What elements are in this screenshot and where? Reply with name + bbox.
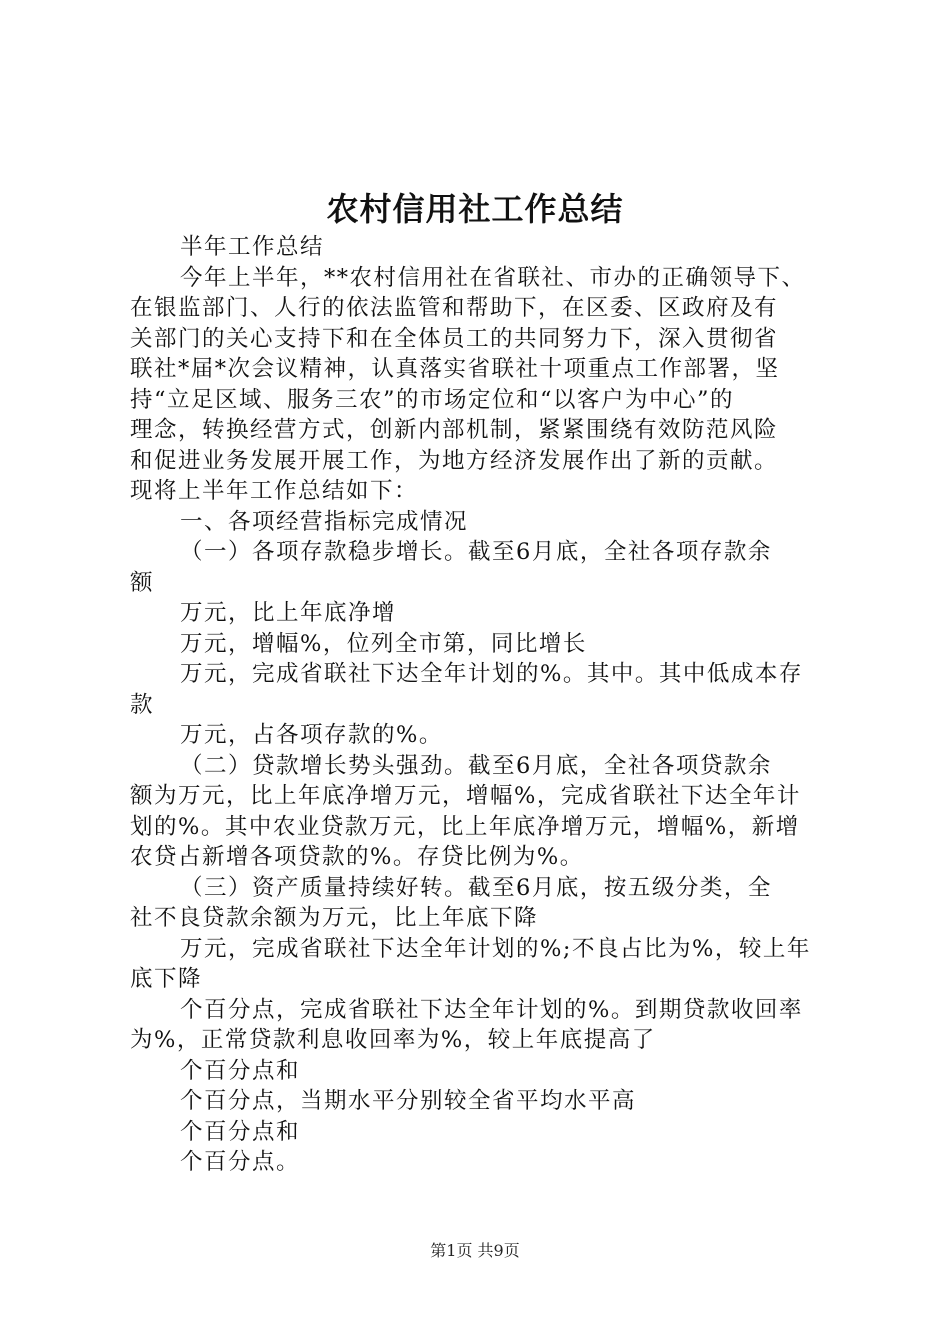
paragraph-line: 农贷占新增各项贷款的%。存贷比例为%。 bbox=[130, 844, 584, 870]
section-heading: 一、各项经营指标完成情况 bbox=[180, 508, 469, 535]
document-body bbox=[130, 232, 842, 1178]
paragraph-line: 个百分点，当期水平分别较全省平均水平高 bbox=[180, 1088, 637, 1114]
paragraph-line: 额为万元，比上年底净增万元，增幅%，完成省联社下达全年计 bbox=[130, 783, 801, 809]
paragraph-line: 万元，占各项存款的%。 bbox=[180, 722, 443, 748]
paragraph-line: 在银监部门、人行的依法监管和帮助下，在区委、区政府及有 bbox=[130, 295, 779, 321]
paragraph-line: 个百分点和 bbox=[180, 1057, 301, 1084]
paragraph-line: 为%，正常贷款利息收回率为%，较上年底提高了 bbox=[130, 1027, 656, 1053]
paragraph-line: 联社*届*次会议精神，认真落实省联社十项重点工作部署，坚 bbox=[130, 356, 780, 382]
paragraph-line: 持“立足区域、服务三农”的市场定位和“以客户为中心”的 bbox=[130, 386, 735, 413]
paragraph-line: 个百分点。 bbox=[180, 1149, 301, 1175]
paragraph-line: 个百分点和 bbox=[180, 1118, 301, 1145]
paragraph-line: （一）各项存款稳步增长。截至6月底，全社各项存款余 bbox=[180, 539, 772, 565]
document-title: 农村信用社工作总结 bbox=[326, 190, 624, 228]
paragraph-line: 万元，完成省联社下达全年计划的%。其中。其中低成本存 bbox=[180, 661, 803, 687]
paragraph-line: 万元，比上年底净增 bbox=[180, 600, 397, 626]
paragraph-line: 社不良贷款余额为万元，比上年底下降 bbox=[130, 905, 539, 931]
paragraph-line: 半年工作总结 bbox=[180, 234, 325, 260]
paragraph-line: （三）资产质量持续好转。截至6月底，按五级分类，全 bbox=[180, 874, 772, 901]
paragraph-line: 今年上半年，**农村信用社在省联社、市办的正确领导下、 bbox=[180, 264, 806, 291]
page-number-footer: 第1页 共9页 bbox=[430, 1241, 520, 1260]
paragraph-line: 关部门的关心支持下和在全体员工的共同努力下，深入贯彻省 bbox=[130, 325, 779, 352]
paragraph-line: 万元，完成省联社下达全年计划的%;不良占比为%，较上年 bbox=[180, 935, 811, 962]
paragraph-line: 款 bbox=[130, 691, 155, 718]
paragraph-line: 个百分点，完成省联社下达全年计划的%。到期贷款收回率 bbox=[180, 996, 803, 1023]
paragraph-line: 额 bbox=[130, 569, 155, 596]
paragraph-line: 划的%。其中农业贷款万元，比上年底净增万元，增幅%，新增 bbox=[130, 813, 800, 840]
paragraph-line: 底下降 bbox=[130, 966, 203, 992]
paragraph-line: 万元，增幅%，位列全市第，同比增长 bbox=[180, 630, 587, 657]
paragraph-line: 理念，转换经营方式，创新内部机制，紧紧围绕有效防范风险 bbox=[130, 417, 779, 443]
paragraph-line: 和促进业务发展开展工作，为地方经济发展作出了新的贡献。 bbox=[130, 447, 779, 474]
paragraph-line: 现将上半年工作总结如下： bbox=[130, 478, 419, 504]
paragraph-line: （二）贷款增长势头强劲。截至6月底，全社各项贷款余 bbox=[180, 752, 772, 779]
